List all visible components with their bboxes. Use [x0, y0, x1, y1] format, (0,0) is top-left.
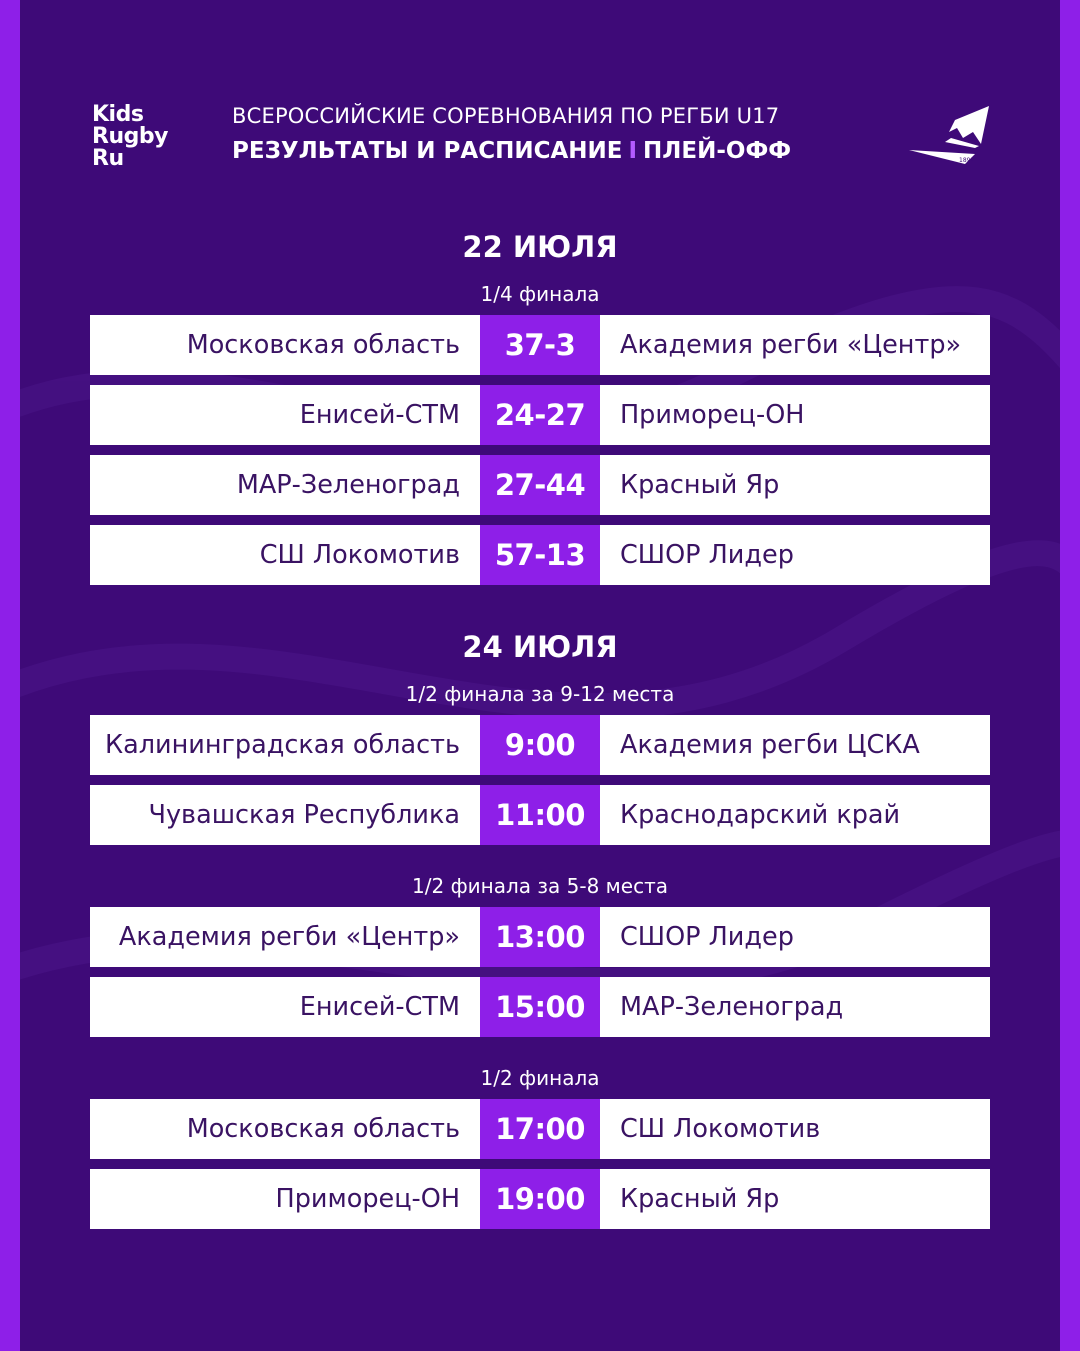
home-team: Енисей-СТМ	[90, 385, 480, 445]
away-team: СШ Локомотив	[600, 1099, 990, 1159]
away-team: СШОР Лидер	[600, 525, 990, 585]
match-row	[90, 525, 990, 585]
kids-rugby-logo	[92, 104, 168, 170]
match-time: 13:00	[480, 907, 600, 967]
match-row	[90, 715, 990, 775]
title-results-schedule: РЕЗУЛЬТАТЫ И РАСПИСАНИЕ	[232, 138, 623, 164]
round-title: 1/2 финала	[480, 1066, 600, 1090]
match-score: 24-27	[480, 385, 600, 445]
match-row	[90, 455, 990, 515]
home-team: Чувашская Республика	[90, 785, 480, 845]
title-playoff: ПЛЕЙ-ОФФ	[643, 138, 792, 164]
round-title: 1/2 финала за 5-8 места	[412, 874, 668, 898]
emblem-year: 1892	[959, 157, 975, 164]
away-team: Красный Яр	[600, 1169, 990, 1229]
match-score: 57-13	[480, 525, 600, 585]
home-team: Енисей-СТМ	[90, 977, 480, 1037]
title-separator: I	[628, 138, 638, 164]
match-time: 9:00	[480, 715, 600, 775]
poster-title	[232, 138, 892, 164]
rugby-union-emblem-icon	[905, 102, 995, 172]
match-row	[90, 1169, 990, 1229]
match-row	[90, 1099, 990, 1159]
match-row	[90, 785, 990, 845]
home-team: Московская область	[90, 315, 480, 375]
match-time: 15:00	[480, 977, 600, 1037]
away-team: СШОР Лидер	[600, 907, 990, 967]
day-heading: 22 ИЮЛЯ	[462, 230, 618, 264]
round-title: 1/4 финала	[480, 282, 600, 306]
away-team: МАР-Зеленоград	[600, 977, 990, 1037]
match-row	[90, 385, 990, 445]
match-row	[90, 315, 990, 375]
competition-subtitle: ВСЕРОССИЙСКИЕ СОРЕВНОВАНИЯ ПО РЕГБИ U17	[232, 104, 780, 128]
away-team: Академия регби «Центр»	[600, 315, 990, 375]
away-team: Красный Яр	[600, 455, 990, 515]
home-team: Приморец-ОН	[90, 1169, 480, 1229]
home-team: СШ Локомотив	[90, 525, 480, 585]
match-time: 19:00	[480, 1169, 600, 1229]
match-score: 37-3	[480, 315, 600, 375]
home-team: МАР-Зеленоград	[90, 455, 480, 515]
match-score: 27-44	[480, 455, 600, 515]
match-time: 17:00	[480, 1099, 600, 1159]
match-row	[90, 907, 990, 967]
home-team: Академия регби «Центр»	[90, 907, 480, 967]
day-heading: 24 ИЮЛЯ	[462, 630, 618, 664]
round-title: 1/2 финала за 9-12 места	[405, 682, 675, 706]
logo-line-rugby: Rugby	[92, 124, 168, 149]
away-team: Приморец-ОН	[600, 385, 990, 445]
away-team: Академия регби ЦСКА	[600, 715, 990, 775]
match-row	[90, 977, 990, 1037]
home-team: Московская область	[90, 1099, 480, 1159]
away-team: Краснодарский край	[600, 785, 990, 845]
logo-line-ru: Ru	[92, 146, 124, 171]
home-team: Калининградская область	[90, 715, 480, 775]
logo-line-kids: Kids	[92, 102, 144, 127]
match-time: 11:00	[480, 785, 600, 845]
